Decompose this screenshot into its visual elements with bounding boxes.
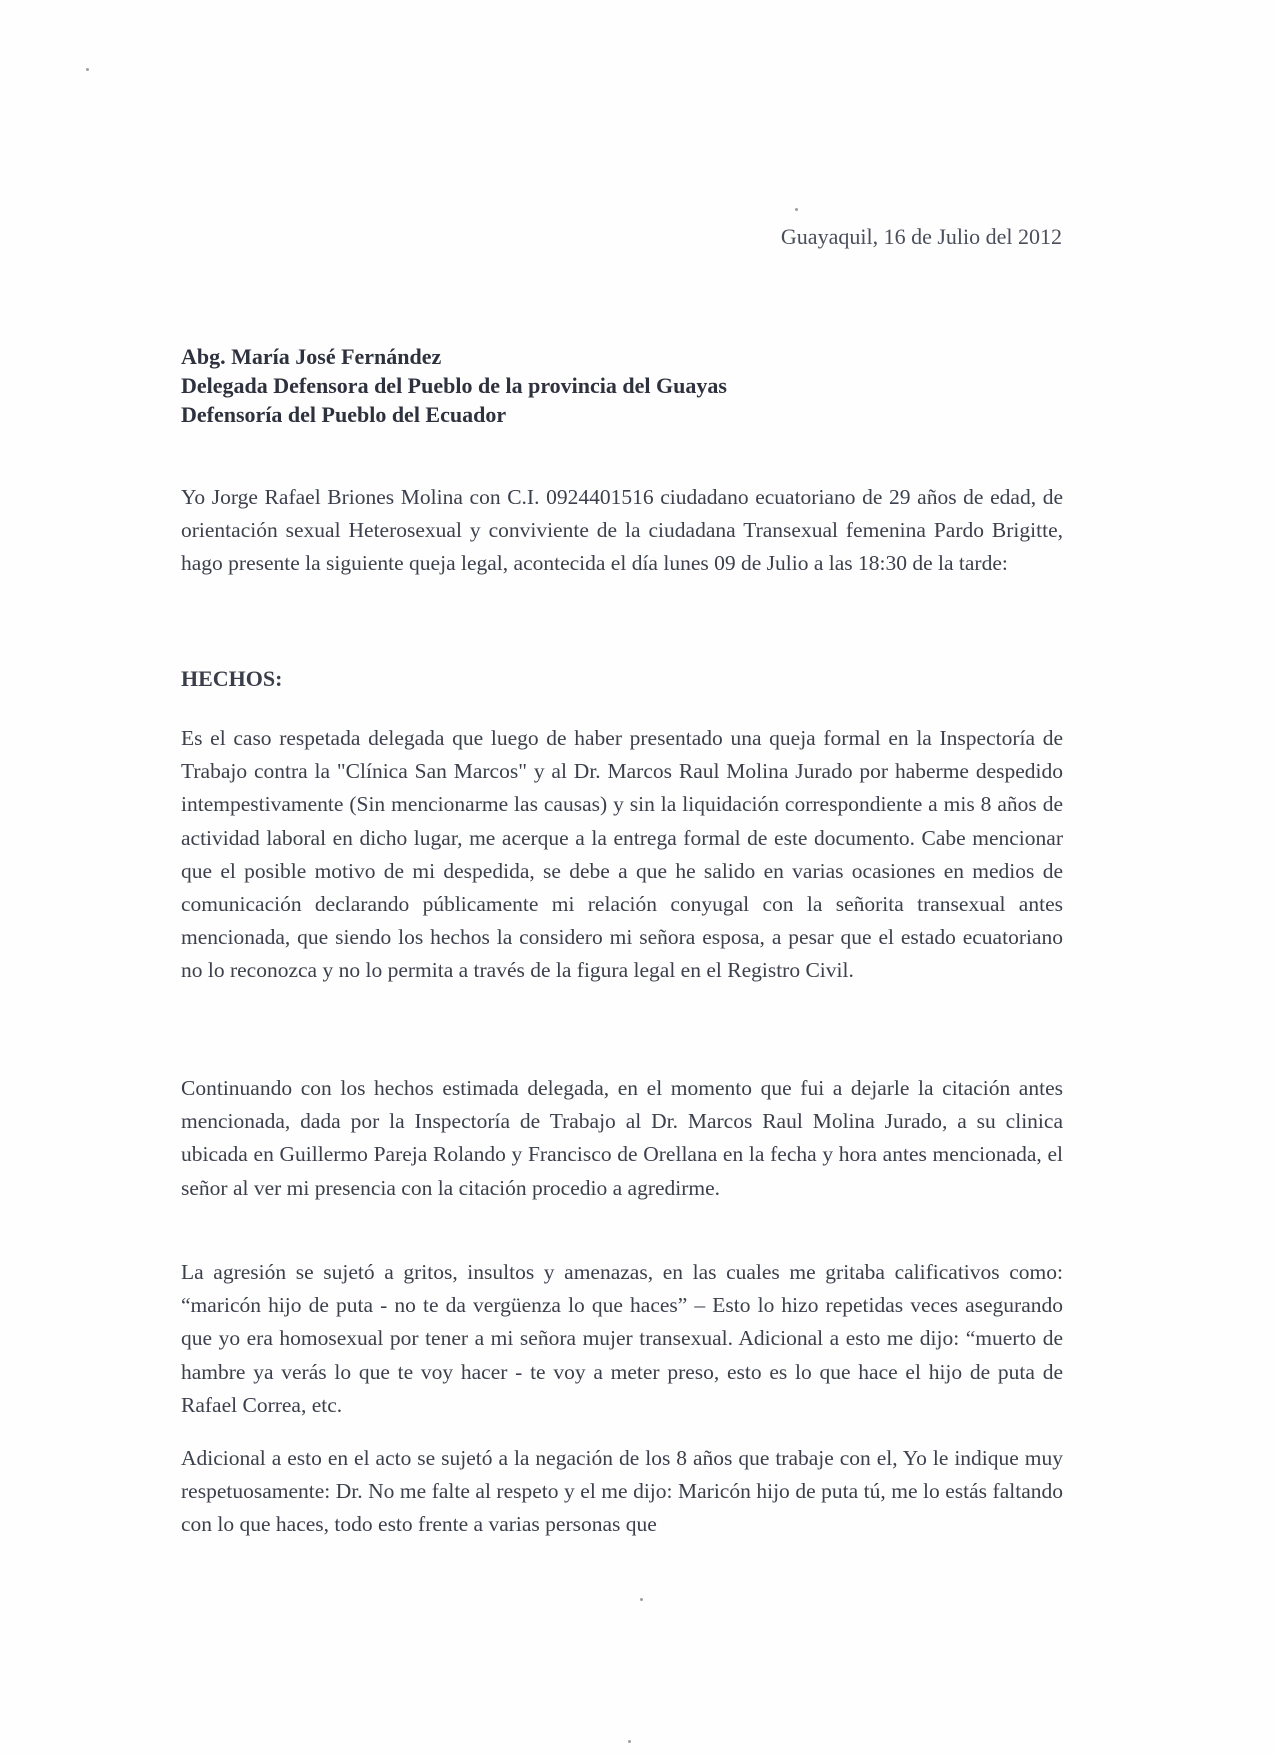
body-paragraph: Continuando con los hechos estimada delegada, en el momento que fui a dejarle la citación antes mencionada, dada por la Inspectoría de Trabajo al Dr. Marcos Raul Molina Jurado, a su clinica ubicada en Guillermo Pareja Rolando y Francisco de Orellana en la fecha y hora antes mencionada, el señor al ver mi presencia con la citación procedio a agredirme. (181, 1076, 1063, 1200)
body-paragraph: La agresión se sujetó a gritos, insultos y amenazas, en las cuales me gritaba calificativos como: “maricón hijo de puta - no te da vergüenza lo que haces” – Esto lo hizo repetidas veces asegurando que yo era homosexual por tener a mi señora mujer transexual. Adicional a esto me dijo: “muerto de hambre ya verás lo que te voy hacer - te voy a meter preso, esto es lo que hace el hijo de puta de Rafael Correa, etc. (181, 1260, 1063, 1417)
scan-speck (86, 68, 89, 71)
recipient-name: Abg. María José Fernández (181, 344, 442, 369)
intro-paragraph: Yo Jorge Rafael Briones Molina con C.I. 0924401516 ciudadano ecuatoriano de 29 años de edad, de orientación sexual Heterosexual y conviviente de la ciudadana Transexual femenina Pardo Brigitte, hago presente la siguiente queja legal, acontecida el día lunes 09 de Julio a las 18:30 de la tarde: (181, 485, 1063, 576)
section-heading: HECHOS: (181, 666, 283, 691)
scan-speck (795, 208, 798, 211)
scan-speck (628, 1740, 631, 1743)
recipient-block (181, 342, 1061, 429)
letter-date: Guayaquil, 16 de Julio del 2012 (780, 224, 1062, 249)
scan-speck (640, 1598, 643, 1601)
body-paragraph: Adicional a esto en el acto se sujetó a la negación de los 8 años que trabaje con el, Yo le indique muy respetuosamente: Dr. No me falte al respeto y el me dijo: Maricón hijo de puta tú, me lo estás faltando con lo que haces, todo esto frente a varias personas que (181, 1446, 1063, 1537)
recipient-institution: Defensoría del Pueblo del Ecuador (181, 402, 507, 427)
recipient-title: Delegada Defensora del Pueblo de la provincia del Guayas (181, 373, 727, 398)
body-paragraph: Es el caso respetada delegada que luego de haber presentado una queja formal en la Inspectoría de Trabajo contra la "Clínica San Marcos" y al Dr. Marcos Raul Molina Jurado por haberme despedido intempestivamente (Sin mencionarme las causas) y sin la liquidación correspondiente a mis 8 años de actividad laboral en dicho lugar, me acerque a la entrega formal de este documento. Cabe mencionar que el posible motivo de mi despedida, se debe a que he salido en varias ocasiones en medios de comunicación declarando públicamente mi relación conyugal con la señorita transexual antes mencionada, que siendo los hechos la considero mi señora esposa, a pesar que el estado ecuatoriano no lo reconozca y no lo permita a través de la figura legal en el Registro Civil. (181, 726, 1063, 983)
